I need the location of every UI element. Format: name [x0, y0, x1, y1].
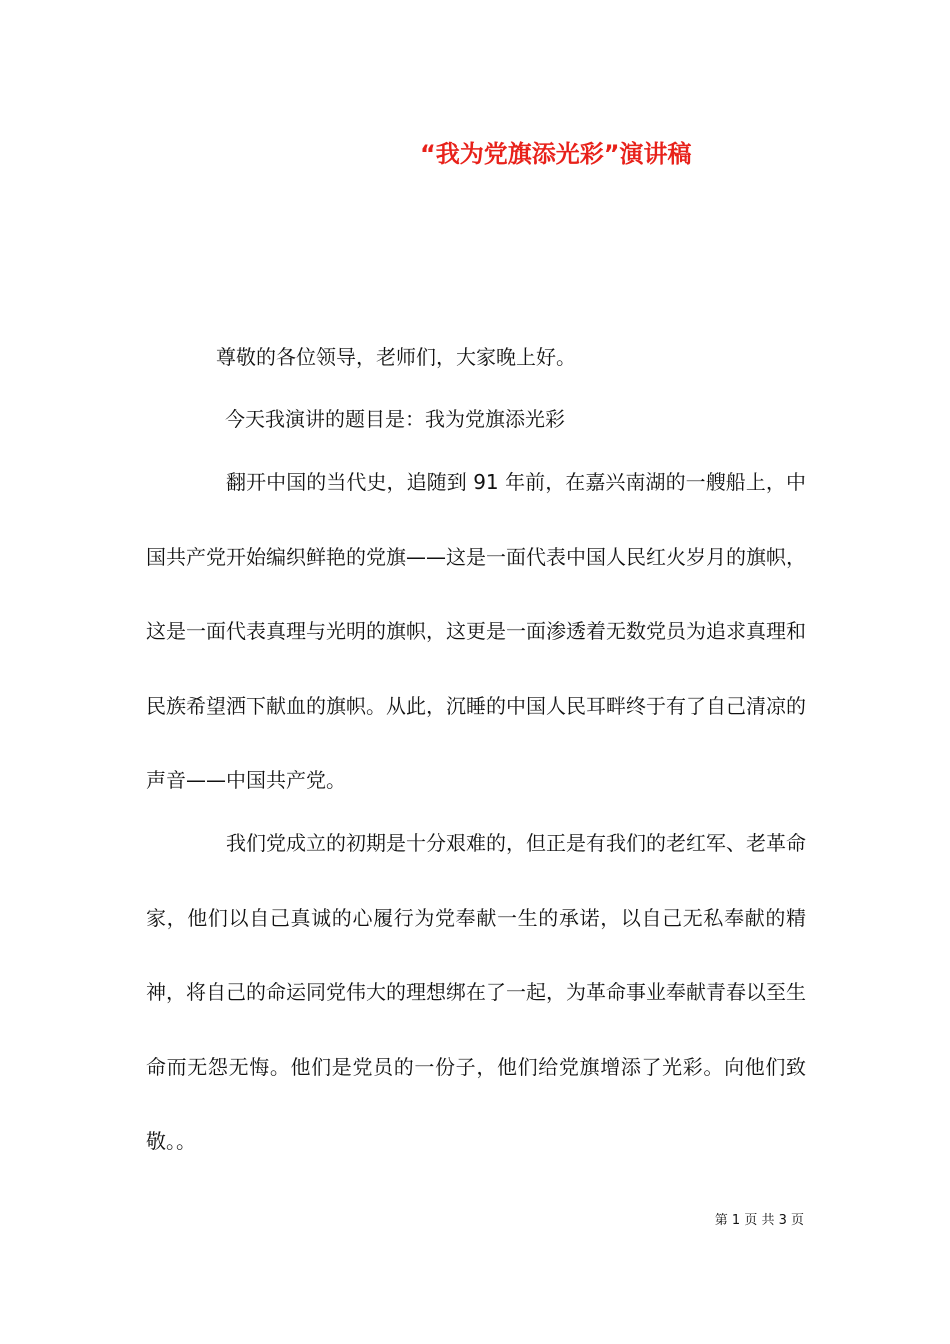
topic-line: 今天我演讲的题目是：我为党旗添光彩 [225, 407, 565, 431]
body-paragraph: 我们党成立的初期是十分艰难的，但正是有我们的老红军、老革命家，他们以自己真诚的心履行为党奉献一生的承诺，以自己无私奉献的精神，将自己的命运同党伟大的理想绑在了一起，为革命事业奉献青春以至生命而无怨无悔。他们是党员的一份子，他们给党旗增添了光彩。向他们致敬。。 [146, 831, 806, 1153]
body-paragraph: 翻开中国的当代史，追随到 91 年前，在嘉兴南湖的一艘船上，中国共产党开始编织鲜艳的党旗——这是一面代表中国人民红火岁月的旗帜，这是一面代表真理与光明的旗帜，这更是一面渗透着无数党员为追求真理和民族希望洒下献血的旗帜。从此，沉睡的中国人民耳畔终于有了自己清凉的声音——中国共产党。 [146, 470, 806, 792]
greeting-line: 尊敬的各位领导，老师们，大家晚上好。 [216, 345, 576, 369]
page-number: 第 1 页 共 3 页 [714, 1213, 804, 1228]
document-title: “我为党旗添光彩”演讲稿 [420, 140, 692, 168]
